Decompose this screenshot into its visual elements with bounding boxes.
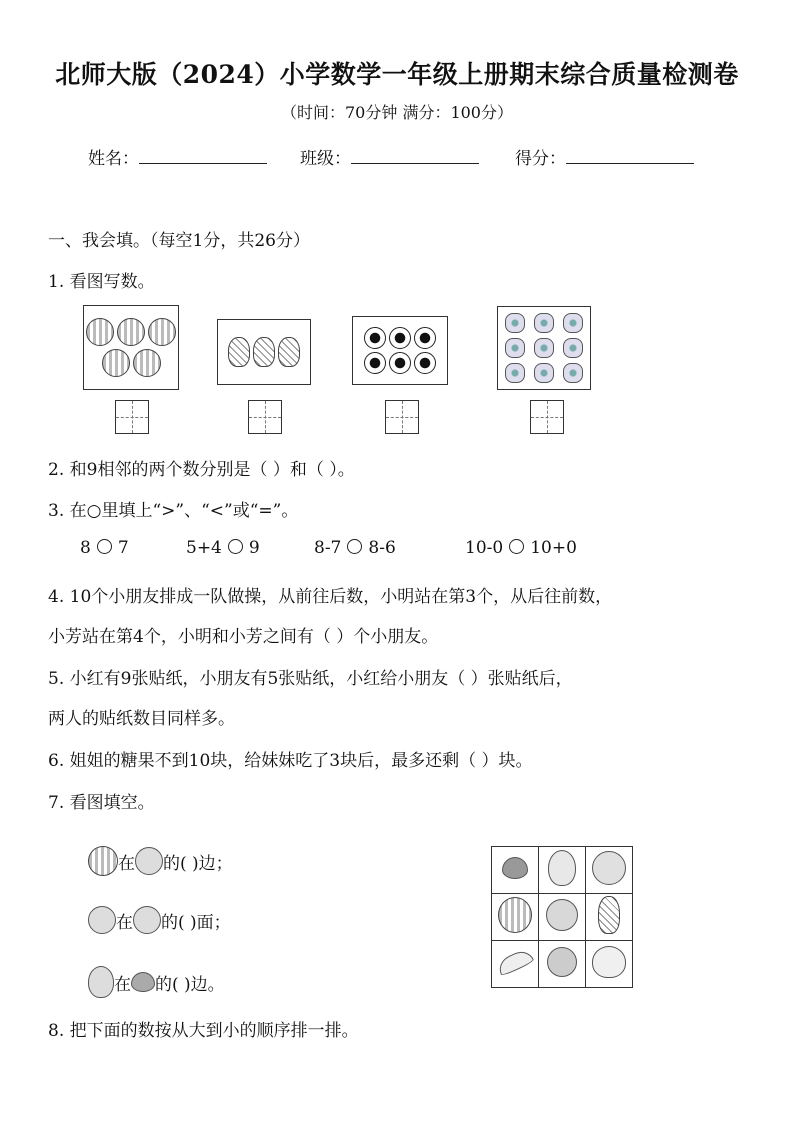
orange-icon [88, 906, 116, 934]
pineapple-icon [598, 896, 620, 934]
grid-cell [492, 941, 539, 988]
watermelon-picture [83, 305, 179, 390]
watermelon-icon [148, 318, 176, 346]
flower-icon [505, 363, 525, 383]
pineapple-icon [228, 337, 250, 367]
orange-icon [592, 851, 626, 885]
q7-text: 在 [116, 912, 133, 933]
fruit-grid [491, 846, 633, 988]
soccer-ball-picture [352, 316, 448, 385]
flower-icon [563, 313, 583, 333]
question-4-line-1: 4. 10个小朋友排成一队做操，从前往后数，小明站在第3个，从后往前数， [48, 587, 613, 607]
grid-cell [586, 847, 633, 894]
score-field[interactable] [515, 144, 694, 169]
flower-icon [534, 363, 554, 383]
question-3: 3. 在○里填上“>”、“<”或“=”。 [48, 501, 299, 521]
question-5-line-1: 5. 小红有9张贴纸，小朋友有5张贴纸，小红给小朋友（ ）张贴纸后， [48, 669, 573, 689]
apple-icon [133, 906, 161, 934]
question-1: 1. 看图写数。 [48, 272, 155, 292]
soccer-ball-icon [364, 327, 386, 349]
name-label: 姓名： [88, 149, 139, 169]
compare-item-2 [186, 538, 260, 558]
question-2: 2. 和9相邻的两个数分别是（ ）和（ ）。 [48, 460, 355, 480]
q7-text: 在 [114, 974, 131, 995]
q7-row-2 [88, 906, 231, 934]
soccer-ball-icon [364, 352, 386, 374]
strawberry-icon [131, 972, 155, 992]
peach-icon [592, 946, 626, 978]
flower-icon [563, 363, 583, 383]
watermelon-icon [86, 318, 114, 346]
flower-picture [497, 306, 591, 390]
grid-cell [492, 847, 539, 894]
q7-row-3 [88, 966, 225, 998]
soccer-ball-icon [389, 352, 411, 374]
q7-row-1 [88, 846, 233, 876]
answer-box-2[interactable] [248, 400, 282, 434]
soccer-ball-icon [414, 327, 436, 349]
grid-cell [492, 894, 539, 941]
name-field[interactable] [88, 144, 267, 169]
compare-left: 8-7 [314, 538, 342, 558]
apple-icon [135, 847, 163, 875]
exam-meta: （时间：70分钟 满分：100分） [281, 103, 513, 122]
grid-cell [586, 941, 633, 988]
watermelon-icon [133, 349, 161, 377]
section-heading: 一、我会填。（每空1分，共26分） [48, 231, 310, 251]
pineapple-icon [278, 337, 300, 367]
soccer-ball-icon [389, 327, 411, 349]
compare-right: 7 [117, 538, 129, 558]
question-4-line-2: 小芳站在第4个，小明和小芳之间有（ ）个小朋友。 [48, 627, 439, 647]
question-7: 7. 看图填空。 [48, 793, 155, 813]
compare-right: 9 [248, 538, 260, 558]
watermelon-icon [88, 846, 118, 876]
question-8: 8. 把下面的数按从大到小的顺序排一排。 [48, 1021, 359, 1041]
compare-right: 8-6 [368, 538, 396, 558]
class-label: 班级： [300, 149, 351, 169]
compare-circle[interactable] [97, 539, 112, 554]
flower-icon [534, 313, 554, 333]
flower-icon [563, 338, 583, 358]
banana-icon [495, 947, 534, 977]
compare-item-3 [314, 538, 396, 558]
answer-box-1[interactable] [115, 400, 149, 434]
compare-left: 8 [80, 538, 91, 558]
q7-text: 的( )边； [163, 853, 233, 874]
flower-icon [534, 338, 554, 358]
q7-text: 在 [118, 853, 135, 874]
compare-left: 10-0 [465, 538, 504, 558]
class-field[interactable] [300, 144, 479, 169]
compare-circle[interactable] [347, 539, 362, 554]
question-6: 6. 姐姐的糖果不到10块，给妹妹吃了3块后，最多还剩（ ）块。 [48, 751, 533, 771]
compare-right: 10+0 [530, 538, 577, 558]
grid-cell [539, 941, 586, 988]
orange-icon [547, 947, 577, 977]
soccer-ball-icon [414, 352, 436, 374]
compare-circle[interactable] [509, 539, 524, 554]
grid-cell [586, 894, 633, 941]
pear-icon [548, 850, 576, 886]
page-title: 北师大版（2024）小学数学一年级上册期末综合质量检测卷 [55, 60, 739, 89]
q7-text: 的( )面； [161, 912, 231, 933]
watermelon-icon [498, 897, 532, 933]
question-5-line-2: 两人的贴纸数目同样多。 [48, 709, 235, 729]
apple-icon [546, 899, 578, 931]
pineapple-picture [217, 319, 311, 385]
watermelon-icon [117, 318, 145, 346]
pear-icon [88, 966, 114, 998]
flower-icon [505, 313, 525, 333]
compare-left: 5+4 [186, 538, 222, 558]
pineapple-icon [253, 337, 275, 367]
answer-box-4[interactable] [530, 400, 564, 434]
compare-item-4 [465, 538, 577, 558]
compare-circle[interactable] [228, 539, 243, 554]
compare-item-1 [80, 538, 129, 558]
grid-cell [539, 894, 586, 941]
watermelon-icon [102, 349, 130, 377]
q7-text: 的( )边。 [155, 974, 225, 995]
grid-cell [539, 847, 586, 894]
answer-box-3[interactable] [385, 400, 419, 434]
flower-icon [505, 338, 525, 358]
strawberry-icon [502, 857, 528, 879]
score-label: 得分： [515, 149, 566, 169]
